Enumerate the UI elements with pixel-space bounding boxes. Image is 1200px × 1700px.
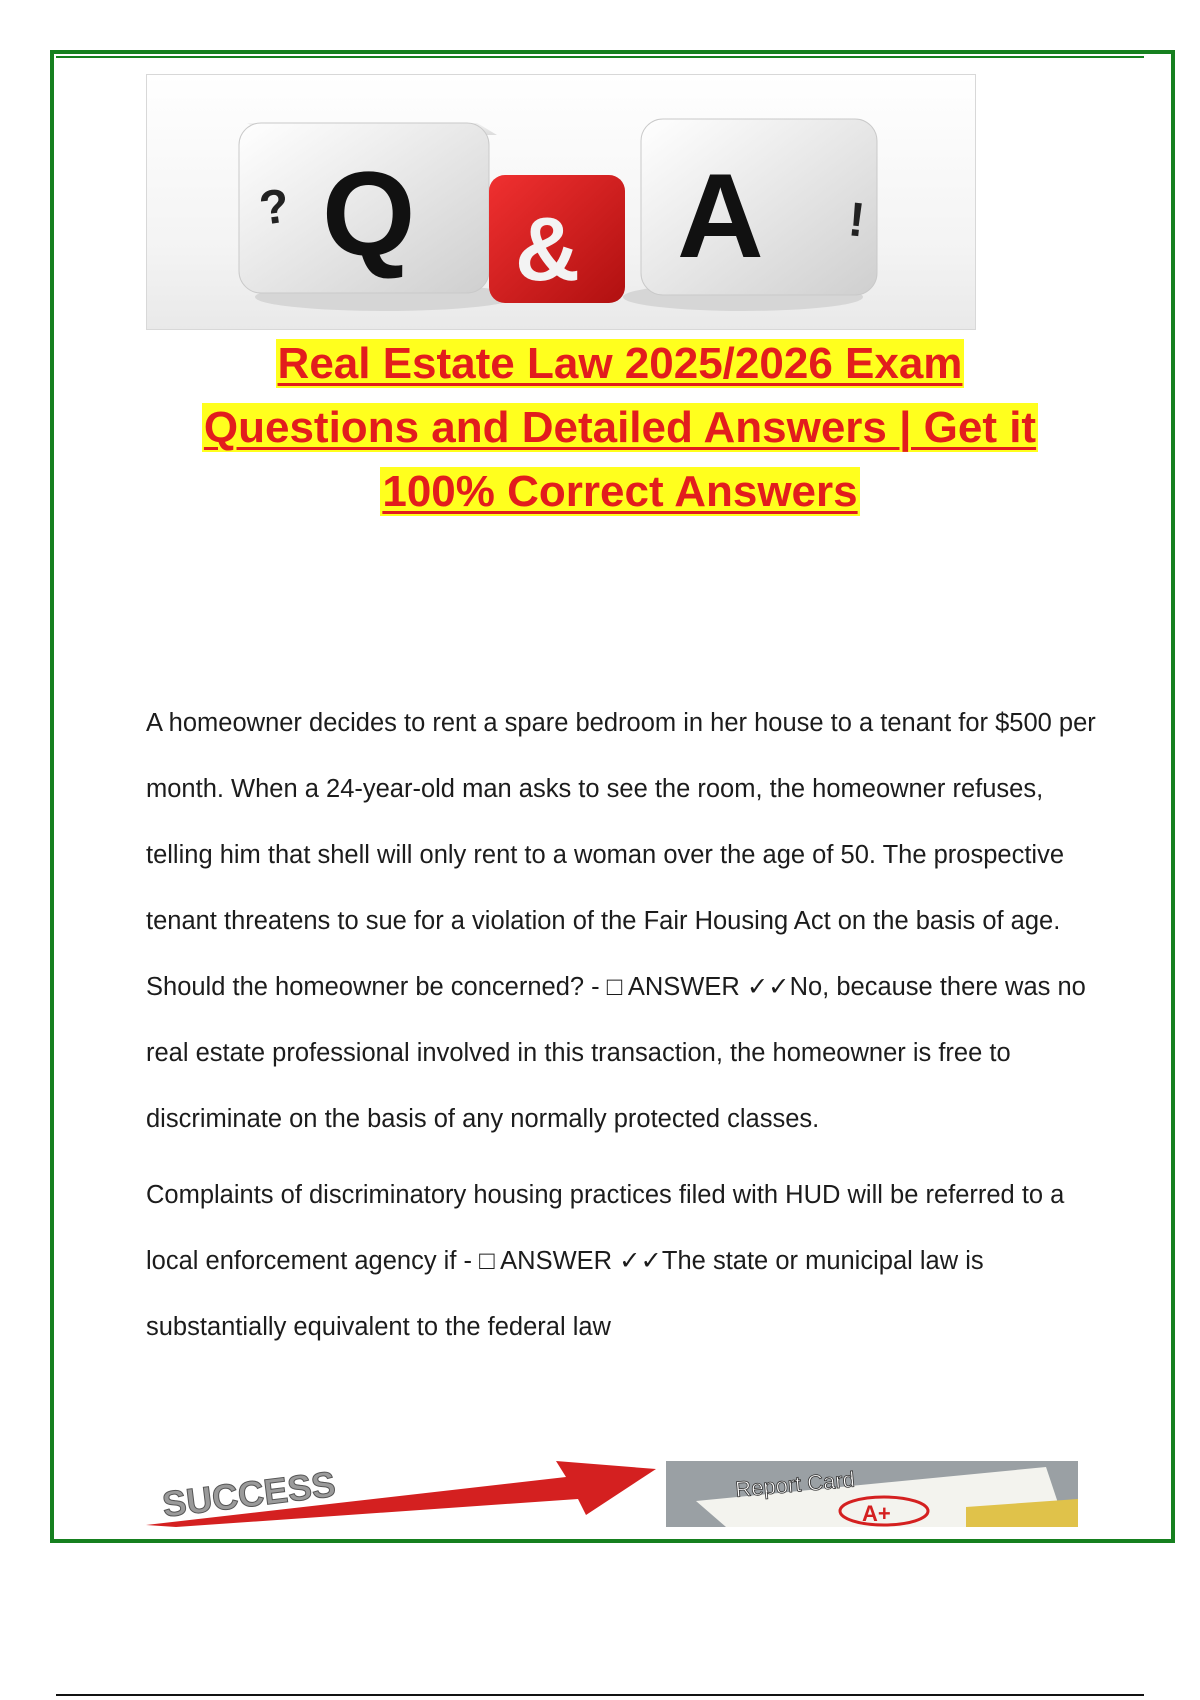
qa-item <box>146 1162 1101 1360</box>
answer-text: No, because there was no real estate professional involved in this transaction, the homeowner is free to discriminate on the basis of any normally protected classes. <box>146 973 1086 1133</box>
success-arrow-image <box>146 1455 656 1527</box>
document-title <box>100 332 1140 524</box>
success-text: SUCCESS <box>159 1463 338 1525</box>
a-die <box>641 119 877 295</box>
ampersand-glyph: & <box>515 200 580 300</box>
title-line-3: 100% Correct Answers <box>382 467 858 516</box>
question-text: A homeowner decides to rent a spare bedroom in her house to a tenant for $500 per month. When a 24-year-old man asks to see the room, the homeowner refuses, telling him that shell will only rent to a woman over the age of 50. The prospective tenant threatens to sue for a violation of the Fair Housing Act on the basis of age. Should the homeowner be concerned? <box>146 709 1096 1001</box>
title-line-1: Real Estate Law 2025/2026 Exam <box>277 339 963 388</box>
q-die <box>239 123 497 293</box>
qa-body <box>146 690 1101 1370</box>
q-letter: Q <box>322 147 416 281</box>
grade-text: A+ <box>862 1501 891 1526</box>
title-line-2: Questions and Detailed Answers | Get it <box>203 403 1037 452</box>
die-mark-exclaim: ! <box>845 193 868 248</box>
a-letter: A <box>677 149 764 283</box>
answer-text: The state or municipal law is substantially equivalent to the federal law <box>146 1247 984 1341</box>
die-mark-question: ? <box>256 179 293 236</box>
ampersand-die <box>489 175 625 303</box>
answer-label: ANSWER ✓✓ <box>627 973 790 1001</box>
report-card-text: Report Card <box>734 1466 856 1502</box>
report-card-image <box>666 1461 1078 1527</box>
page-bottom-rule <box>56 1694 1144 1696</box>
answer-label: ANSWER ✓✓ <box>500 1247 662 1275</box>
qa-hero-image <box>146 74 976 330</box>
footer-images <box>146 1455 1081 1527</box>
answer-separator: - □ <box>456 1247 501 1275</box>
question-text: Complaints of discriminatory housing practices filed with HUD will be referred to a local enforcement agency if <box>146 1181 1065 1275</box>
answer-separator: - □ <box>584 973 628 1001</box>
qa-item <box>146 690 1101 1152</box>
top-rule <box>56 56 1144 58</box>
